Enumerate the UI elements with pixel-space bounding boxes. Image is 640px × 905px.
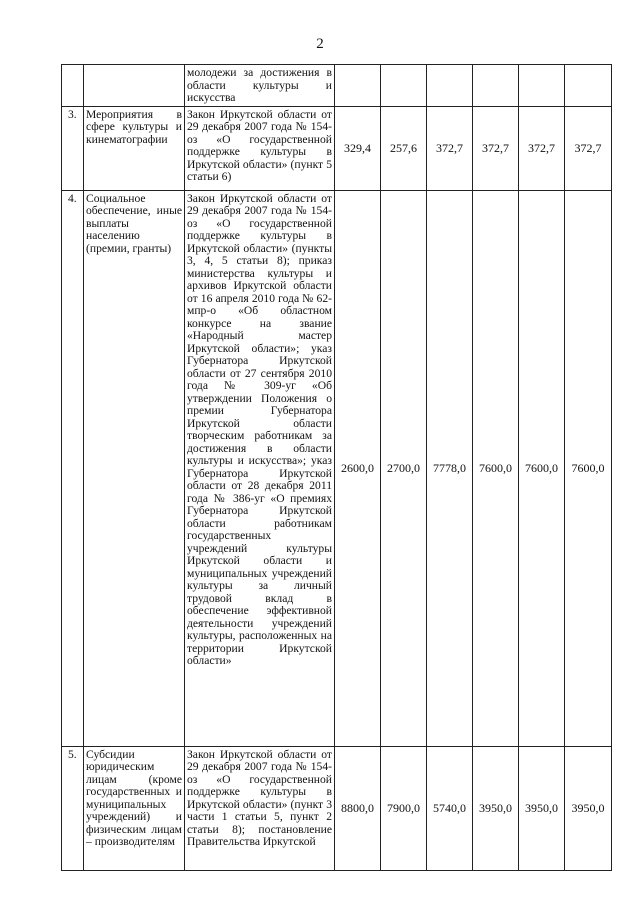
row-legal-basis: Закон Иркутской области от 29 декабря 2007 года № 154-оз «О государственной поддержке культуры в Иркутской области» (пункт 3 части 1 статьи 5, пункт 2 статьи 8); постановление Правительства Иркутской [185, 746, 335, 870]
row-index: 3. [62, 106, 84, 190]
row-name: Субсидии юридическим лицам (кроме государственных и муниципальных учреждений) и физическим лицам – производителям [84, 746, 185, 870]
table-row [62, 190, 612, 746]
row-value-1: 8800,0 [335, 746, 381, 870]
row-value-1: 2600,0 [335, 190, 381, 746]
row-value-6: 7600,0 [565, 190, 612, 746]
row-name: Мероприятия в сфере культуры и кинематографии [84, 106, 185, 190]
row-value-1: 329,4 [335, 106, 381, 190]
row-value-3: 7778,0 [427, 190, 473, 746]
row-value-6: 372,7 [565, 106, 612, 190]
row-legal-basis: Закон Иркутской области от 29 декабря 2007 года № 154-оз «О государственной поддержке культуры в Иркутской области» (пункты 3, 4, 5 статьи 8); приказ министерства культуры и архивов Иркутской области от 16 апреля 2010 года № 62-мпр-о «Об областном конкурсе на звание «Народный мастер Иркутской области»; указ Губернатора Иркутской области от 27 сентября 2010 года № 309-уг «Об утверждении Положения о премии Губернатора Иркутской области творческим работникам за достижения в области культуры и искусства»; указ Губернатора Иркутской области от 28 декабря 2011 года № 386-уг «О премиях Губернатора Иркутской области работникам государственных учреждений культуры Иркутской области и муниципальных учреждений культуры за личный трудовой вклад в обеспечение эффективной деятельности учреждений культуры, расположенных на территории Иркутской области» [185, 190, 335, 746]
row-index [62, 65, 84, 107]
row-value-3: 5740,0 [427, 746, 473, 870]
row-value-2: 257,6 [381, 106, 427, 190]
table-body [62, 65, 612, 871]
row-index: 5. [62, 746, 84, 870]
row-value-5: 372,7 [519, 106, 565, 190]
row-value-3 [427, 65, 473, 107]
row-value-6: 3950,0 [565, 746, 612, 870]
page-number: 2 [316, 36, 324, 52]
table-row [62, 106, 612, 190]
row-legal-basis: Закон Иркутской области от 29 декабря 2007 года № 154-оз «О государственной поддержке культуры в Иркутской области» (пункт 5 статьи 6) [185, 106, 335, 190]
row-value-5: 7600,0 [519, 190, 565, 746]
row-value-3: 372,7 [427, 106, 473, 190]
row-value-5 [519, 65, 565, 107]
row-value-1 [335, 65, 381, 107]
row-value-2: 2700,0 [381, 190, 427, 746]
table-row [62, 746, 612, 870]
row-index: 4. [62, 190, 84, 746]
row-value-4: 372,7 [473, 106, 519, 190]
table-row [62, 65, 612, 107]
row-value-2 [381, 65, 427, 107]
row-value-4 [473, 65, 519, 107]
row-legal-basis: молодежи за достижения в области культуры и искусства [185, 65, 335, 107]
row-name [84, 65, 185, 107]
budget-table [61, 64, 612, 871]
row-value-4: 3950,0 [473, 746, 519, 870]
row-value-4: 7600,0 [473, 190, 519, 746]
row-name: Социальное обеспечение, иные выплаты населению (премии, гранты) [84, 190, 185, 746]
row-value-5: 3950,0 [519, 746, 565, 870]
row-value-6 [565, 65, 612, 107]
row-value-2: 7900,0 [381, 746, 427, 870]
